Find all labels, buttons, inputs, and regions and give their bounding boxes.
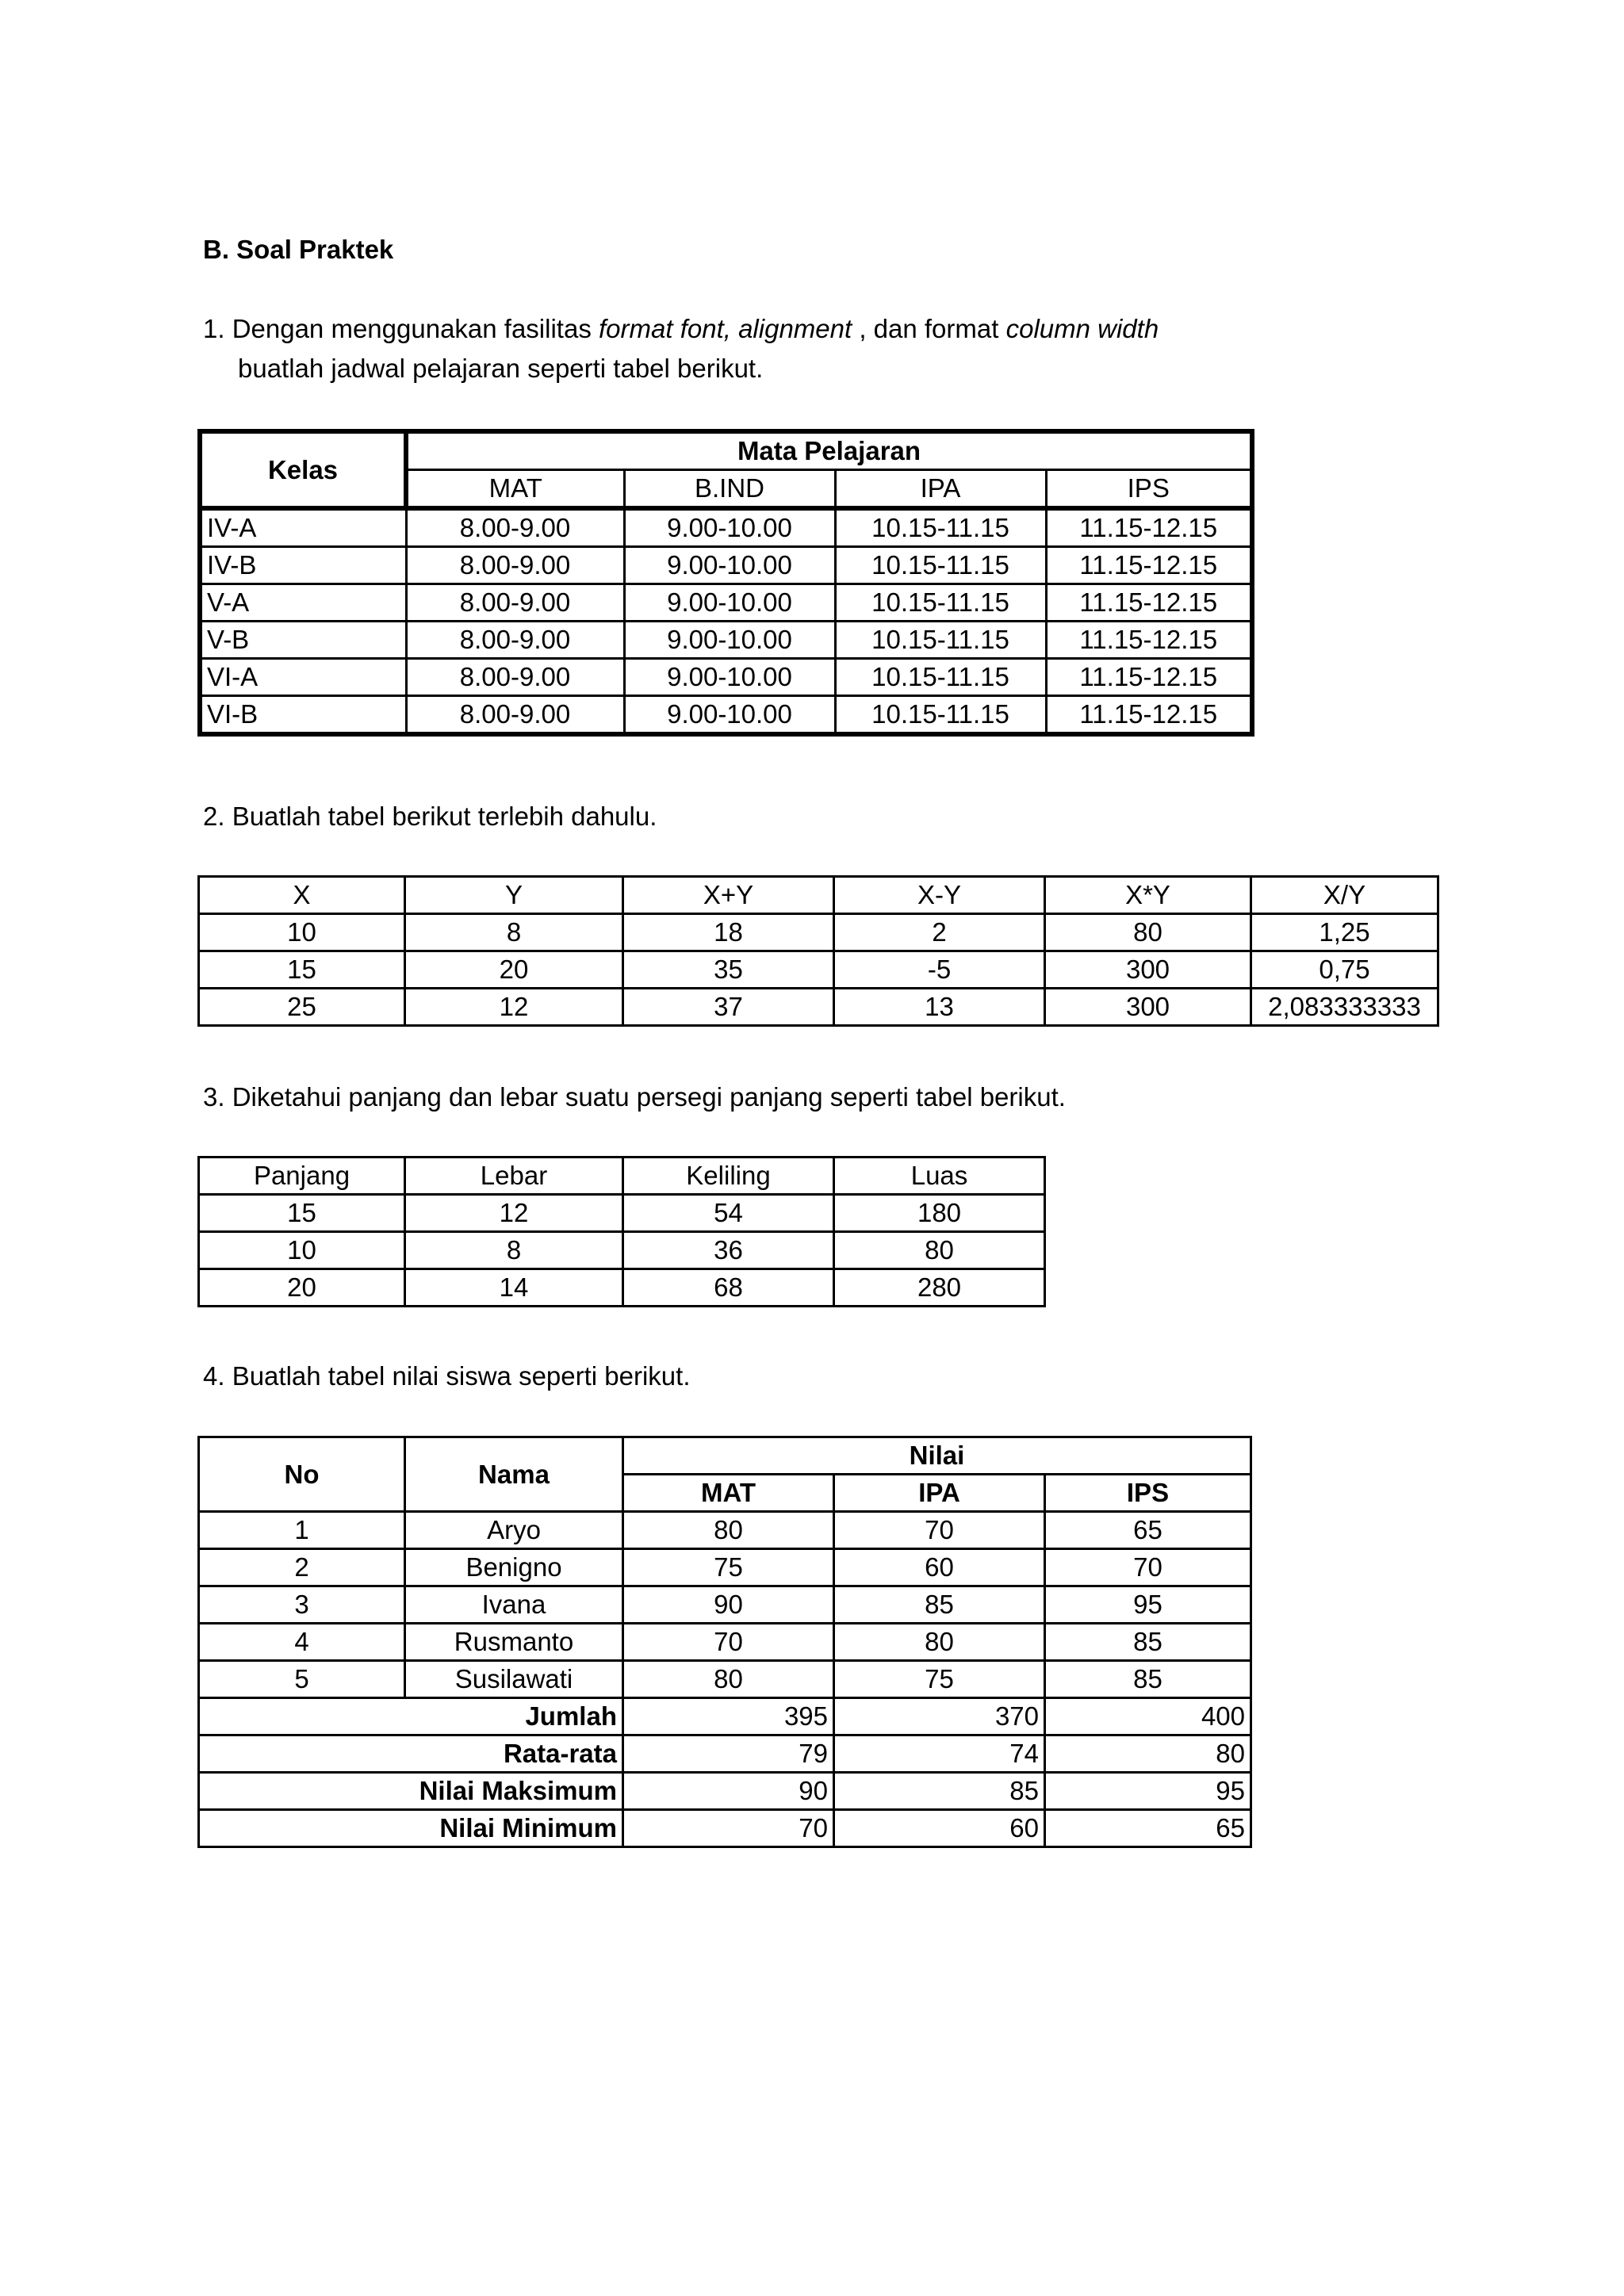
column-header: X+Y xyxy=(623,877,834,914)
table-cell: 65 xyxy=(1045,1512,1251,1549)
subject-header-ips: IPS xyxy=(1046,470,1252,509)
time-cell: 10.15-11.15 xyxy=(835,659,1046,696)
summary-value: 370 xyxy=(834,1698,1045,1735)
table-cell: 20 xyxy=(199,1269,405,1307)
table-cell: 280 xyxy=(834,1269,1045,1307)
column-header: X*Y xyxy=(1045,877,1251,914)
table-cell: 2,083333333 xyxy=(1251,989,1438,1026)
table-cell: 20 xyxy=(405,951,623,989)
subject-header-mat: MAT xyxy=(406,470,624,509)
time-cell: 9.00-10.00 xyxy=(624,622,835,659)
table-header-row xyxy=(199,877,1438,914)
summary-value: 74 xyxy=(834,1735,1045,1773)
time-cell: 9.00-10.00 xyxy=(624,696,835,735)
q1-text-part1: 1. Dengan menggunakan fasilitas xyxy=(203,314,599,343)
student-name-cell: Benigno xyxy=(405,1549,623,1586)
summary-row xyxy=(199,1735,1251,1773)
time-cell: 8.00-9.00 xyxy=(406,622,624,659)
table-cell: 95 xyxy=(1045,1586,1251,1624)
table-row xyxy=(200,547,1252,584)
table-row xyxy=(199,1549,1251,1586)
q1-instruction-line2: buatlah jadwal pelajaran seperti tabel berikut. xyxy=(238,354,764,383)
table-cell: 180 xyxy=(834,1195,1045,1232)
summary-row xyxy=(199,1773,1251,1810)
table-cell: 15 xyxy=(199,951,405,989)
column-header: Lebar xyxy=(405,1158,623,1195)
column-header: Keliling xyxy=(623,1158,834,1195)
table-row xyxy=(199,989,1438,1026)
subject-header-ipa: IPA xyxy=(835,470,1046,509)
kelas-header: Kelas xyxy=(200,431,406,508)
table-cell: 35 xyxy=(623,951,834,989)
table-cell: 60 xyxy=(834,1549,1045,1586)
time-cell: 9.00-10.00 xyxy=(624,584,835,622)
time-cell: 9.00-10.00 xyxy=(624,547,835,584)
column-header: X xyxy=(199,877,405,914)
time-cell: 8.00-9.00 xyxy=(406,547,624,584)
time-cell: 10.15-11.15 xyxy=(835,547,1046,584)
table-row xyxy=(200,622,1252,659)
table-cell: 90 xyxy=(623,1586,834,1624)
table-cell: 85 xyxy=(1045,1661,1251,1698)
time-cell: 10.15-11.15 xyxy=(835,584,1046,622)
table-row xyxy=(200,659,1252,696)
class-name-cell: IV-A xyxy=(200,508,406,547)
student-name-cell: Aryo xyxy=(405,1512,623,1549)
time-cell: 8.00-9.00 xyxy=(406,508,624,547)
schedule-table-body xyxy=(200,508,1252,734)
column-header: Luas xyxy=(834,1158,1045,1195)
q1-italic-term2: column width xyxy=(1005,314,1159,343)
q1-text-part2: , dan format xyxy=(852,314,1006,343)
table-cell: 8 xyxy=(405,1232,623,1269)
rectangle-table-body xyxy=(199,1158,1045,1307)
time-cell: 11.15-12.15 xyxy=(1046,696,1252,735)
column-header: Panjang xyxy=(199,1158,405,1195)
table-cell: 15 xyxy=(199,1195,405,1232)
table-cell: 80 xyxy=(834,1232,1045,1269)
summary-value: 65 xyxy=(1045,1810,1251,1847)
summary-value: 79 xyxy=(623,1735,834,1773)
table-cell: 75 xyxy=(834,1661,1045,1698)
q3-instruction: 3. Diketahui panjang dan lebar suatu persegi panjang seperti tabel berikut. xyxy=(203,1082,1066,1112)
time-cell: 9.00-10.00 xyxy=(624,659,835,696)
nilai-header: Nilai xyxy=(623,1437,1251,1475)
student-name-cell: Rusmanto xyxy=(405,1624,623,1661)
table-row xyxy=(199,1195,1045,1232)
table-cell: 75 xyxy=(623,1549,834,1586)
table-cell: 1,25 xyxy=(1251,914,1438,951)
table-cell: 300 xyxy=(1045,989,1251,1026)
time-cell: 8.00-9.00 xyxy=(406,696,624,735)
table-row xyxy=(199,1624,1251,1661)
table-cell: 3 xyxy=(199,1586,405,1624)
column-header: Y xyxy=(405,877,623,914)
summary-label: Nilai Minimum xyxy=(199,1810,623,1847)
nama-header: Nama xyxy=(405,1437,623,1512)
grades-summary-body xyxy=(199,1698,1251,1847)
column-header: X-Y xyxy=(834,877,1045,914)
time-cell: 9.00-10.00 xyxy=(624,508,835,547)
table-cell: 54 xyxy=(623,1195,834,1232)
summary-value: 70 xyxy=(623,1810,834,1847)
table-cell: 10 xyxy=(199,914,405,951)
summary-row xyxy=(199,1698,1251,1735)
summary-value: 95 xyxy=(1045,1773,1251,1810)
rectangle-table xyxy=(197,1156,1046,1307)
table-cell: 80 xyxy=(1045,914,1251,951)
time-cell: 11.15-12.15 xyxy=(1046,622,1252,659)
column-header: X/Y xyxy=(1251,877,1438,914)
time-cell: 10.15-11.15 xyxy=(835,508,1046,547)
table-cell: -5 xyxy=(834,951,1045,989)
table-cell: 70 xyxy=(623,1624,834,1661)
time-cell: 11.15-12.15 xyxy=(1046,508,1252,547)
time-cell: 11.15-12.15 xyxy=(1046,659,1252,696)
table-cell: 37 xyxy=(623,989,834,1026)
summary-value: 80 xyxy=(1045,1735,1251,1773)
arithmetic-table-body xyxy=(199,877,1438,1026)
section-heading: B. Soal Praktek xyxy=(203,235,394,264)
class-name-cell: V-A xyxy=(200,584,406,622)
table-cell: 14 xyxy=(405,1269,623,1307)
table-row xyxy=(200,584,1252,622)
q2-instruction: 2. Buatlah tabel berikut terlebih dahulu. xyxy=(203,802,657,831)
table-cell: 70 xyxy=(834,1512,1045,1549)
schedule-table xyxy=(197,429,1254,737)
table-cell: 2 xyxy=(199,1549,405,1586)
table-row xyxy=(200,508,1252,547)
table-cell: 85 xyxy=(1045,1624,1251,1661)
arithmetic-table xyxy=(197,875,1439,1027)
student-name-cell: Susilawati xyxy=(405,1661,623,1698)
summary-label: Rata-rata xyxy=(199,1735,623,1773)
mata-pelajaran-header: Mata Pelajaran xyxy=(406,431,1252,470)
summary-value: 400 xyxy=(1045,1698,1251,1735)
table-cell: 80 xyxy=(623,1661,834,1698)
grade-header-ips: IPS xyxy=(1045,1475,1251,1512)
table-cell: 8 xyxy=(405,914,623,951)
table-cell: 70 xyxy=(1045,1549,1251,1586)
table-cell: 13 xyxy=(834,989,1045,1026)
table-cell: 5 xyxy=(199,1661,405,1698)
table-cell: 1 xyxy=(199,1512,405,1549)
table-cell: 25 xyxy=(199,989,405,1026)
summary-row xyxy=(199,1810,1251,1847)
table-cell: 80 xyxy=(834,1624,1045,1661)
table-row xyxy=(199,1269,1045,1307)
table-cell: 18 xyxy=(623,914,834,951)
time-cell: 8.00-9.00 xyxy=(406,584,624,622)
class-name-cell: V-B xyxy=(200,622,406,659)
table-header-row xyxy=(199,1158,1045,1195)
table-row xyxy=(199,1232,1045,1269)
table-cell: 85 xyxy=(834,1586,1045,1624)
table-row xyxy=(199,1586,1251,1624)
table-row xyxy=(199,1512,1251,1549)
time-cell: 10.15-11.15 xyxy=(835,696,1046,735)
table-cell: 0,75 xyxy=(1251,951,1438,989)
class-name-cell: IV-B xyxy=(200,547,406,584)
q1-instruction-line1 xyxy=(203,313,1159,345)
table-cell: 80 xyxy=(623,1512,834,1549)
summary-value: 60 xyxy=(834,1810,1045,1847)
summary-label: Jumlah xyxy=(199,1698,623,1735)
class-name-cell: VI-A xyxy=(200,659,406,696)
student-name-cell: Ivana xyxy=(405,1586,623,1624)
table-row xyxy=(199,914,1438,951)
q4-instruction: 4. Buatlah tabel nilai siswa seperti berikut. xyxy=(203,1361,691,1391)
table-cell: 10 xyxy=(199,1232,405,1269)
q1-italic-term1: format font, alignment xyxy=(599,314,852,343)
table-cell: 300 xyxy=(1045,951,1251,989)
time-cell: 11.15-12.15 xyxy=(1046,584,1252,622)
grade-header-ipa: IPA xyxy=(834,1475,1045,1512)
time-cell: 11.15-12.15 xyxy=(1046,547,1252,584)
summary-value: 395 xyxy=(623,1698,834,1735)
class-name-cell: VI-B xyxy=(200,696,406,735)
table-cell: 12 xyxy=(405,1195,623,1232)
time-cell: 10.15-11.15 xyxy=(835,622,1046,659)
table-cell: 2 xyxy=(834,914,1045,951)
grades-table xyxy=(197,1436,1252,1848)
table-cell: 4 xyxy=(199,1624,405,1661)
time-cell: 8.00-9.00 xyxy=(406,659,624,696)
summary-value: 90 xyxy=(623,1773,834,1810)
table-cell: 12 xyxy=(405,989,623,1026)
table-cell: 68 xyxy=(623,1269,834,1307)
no-header: No xyxy=(199,1437,405,1512)
summary-label: Nilai Maksimum xyxy=(199,1773,623,1810)
grades-table-body xyxy=(199,1512,1251,1698)
table-row xyxy=(200,696,1252,735)
subject-header-bind: B.IND xyxy=(624,470,835,509)
grade-header-mat: MAT xyxy=(623,1475,834,1512)
summary-value: 85 xyxy=(834,1773,1045,1810)
table-row xyxy=(199,951,1438,989)
table-row xyxy=(199,1661,1251,1698)
table-cell: 36 xyxy=(623,1232,834,1269)
